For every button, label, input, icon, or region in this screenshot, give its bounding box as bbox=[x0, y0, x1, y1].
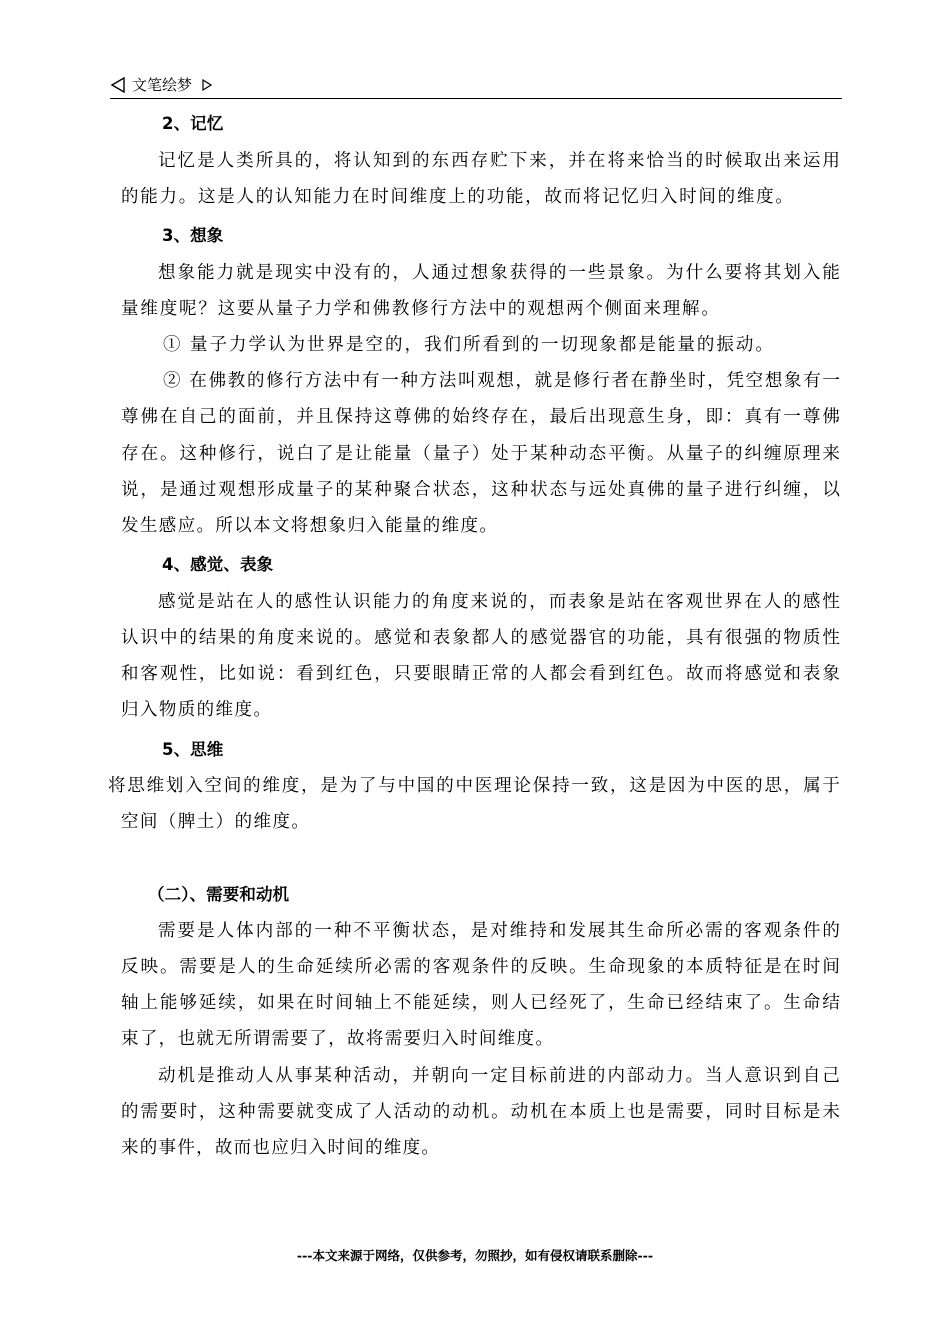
section-heading-imagination: 3、想象 bbox=[162, 226, 224, 245]
paragraph-line: 和客观性，比如说：看到红色，只要眼睛正常的人都会看到红色。故而将感觉和表象 bbox=[121, 664, 840, 684]
paragraph-line: 记忆是人类所具的，将认知到的东西存贮下来，并在将来恰当的时候取出来运用 bbox=[158, 151, 840, 171]
paragraph-line: 束了，也就无所谓需要了，故将需要归入时间维度。 bbox=[121, 1029, 553, 1049]
footer-disclaimer: ---本文来源于网络，仅供参考，勿照抄，如有侵权请联系删除--- bbox=[296, 1248, 654, 1263]
header-title: 文笔绘梦 bbox=[132, 76, 193, 94]
paragraph-line: 动机是推动人从事某种活动，并朝向一定目标前进的内部动力。当人意识到自己 bbox=[158, 1066, 840, 1086]
paragraph-line: 说，是通过观想形成量子的某种聚合状态，这种状态与远处真佛的量子进行纠缠，以 bbox=[121, 480, 840, 500]
paragraph-line: 空间（脾土）的维度。 bbox=[121, 812, 309, 832]
paragraph-line: 归入物质的维度。 bbox=[121, 700, 271, 720]
page-header bbox=[110, 72, 842, 99]
paragraph-line: ② 在佛教的修行方法中有一种方法叫观想，就是修行者在静坐时，凭空想象有一 bbox=[163, 371, 840, 391]
paragraph-line: 轴上能够延续，如果在时间轴上不能延续，则人已经死了，生命已经结束了。生命结 bbox=[121, 993, 840, 1013]
paragraph-line: 的需要时，这种需要就变成了人活动的动机。动机在本质上也是需要，同时目标是未 bbox=[121, 1102, 840, 1122]
section-heading-sensation: 4、感觉、表象 bbox=[162, 555, 274, 574]
section-heading-thinking: 5、思维 bbox=[162, 740, 224, 759]
paragraph-line: 量维度呢？这要从量子力学和佛教修行方法中的观想两个侧面来理解。 bbox=[121, 299, 719, 319]
triangle-left-icon bbox=[110, 77, 126, 93]
section-heading-memory: 2、记忆 bbox=[162, 114, 224, 133]
paragraph-line: 反映。需要是人的生命延续所必需的客观条件的反映。生命现象的本质特征是在时间 bbox=[121, 957, 840, 977]
paragraph-line: 来的事件，故而也应归入时间的维度。 bbox=[121, 1138, 439, 1158]
header-brand bbox=[110, 74, 212, 95]
paragraph-line: 发生感应。所以本文将想象归入能量的维度。 bbox=[121, 516, 497, 536]
paragraph-line: 存在。这种修行，说白了是让能量（量子）处于某种动态平衡。从量子的纠缠原理来 bbox=[121, 444, 840, 464]
paragraph-line: 认识中的结果的角度来说的。感觉和表象都人的感觉器官的功能，具有很强的物质性 bbox=[121, 628, 840, 648]
paragraph-line: 的能力。这是人的认知能力在时间维度上的功能，故而将记忆归入时间的维度。 bbox=[121, 187, 793, 207]
section-heading-needs: （二）、需要和动机 bbox=[148, 885, 290, 904]
paragraph-line: 将思维划入空间的维度，是为了与中国的中医理论保持一致，这是因为中医的思，属于 bbox=[108, 776, 840, 796]
paragraph-line: 感觉是站在人的感性认识能力的角度来说的，而表象是站在客观世界在人的感性 bbox=[158, 592, 840, 612]
triangle-right-icon bbox=[202, 79, 212, 91]
paragraph-line: 想象能力就是现实中没有的，人通过想象获得的一些景象。为什么要将其划入能 bbox=[158, 263, 840, 283]
paragraph-line: 尊佛在自己的面前，并且保持这尊佛的始终存在，最后出现意生身，即：真有一尊佛 bbox=[121, 407, 840, 427]
paragraph-line: ① 量子力学认为世界是空的，我们所看到的一切现象都是能量的振动。 bbox=[163, 335, 773, 355]
paragraph-line: 需要是人体内部的一种不平衡状态，是对维持和发展其生命所必需的客观条件的 bbox=[158, 921, 840, 941]
